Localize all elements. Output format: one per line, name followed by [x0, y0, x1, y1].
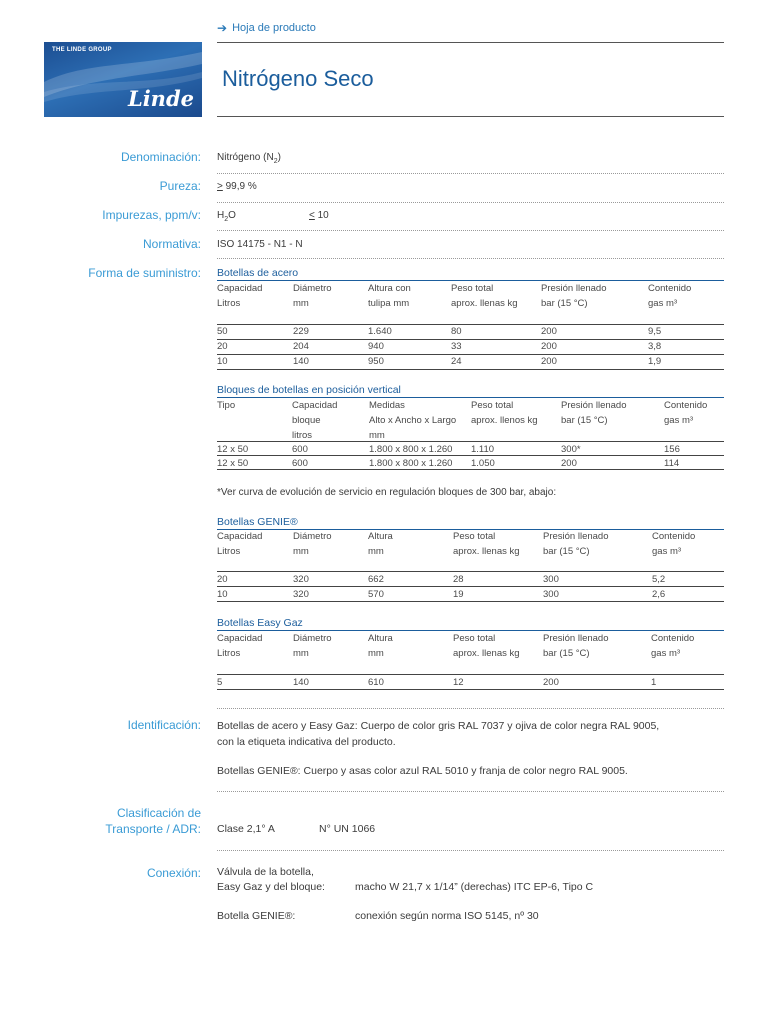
conexion-line1: Válvula de la botella,	[217, 866, 314, 878]
pureza-label: Pureza:	[159, 179, 201, 193]
logo-group-text: THE LINDE GROUP	[52, 47, 112, 53]
acero-table-cell: 200	[541, 326, 557, 337]
genie-table-cell: 20	[217, 574, 228, 585]
bloques-header-cell: Capacidad	[292, 400, 338, 411]
impurezas-value: < 10	[309, 210, 329, 221]
genie-table-header-rule	[217, 529, 724, 530]
genie-table-cell: 10	[217, 589, 228, 600]
easygaz-row-rule	[217, 674, 724, 675]
acero-header-cell: Diámetro	[293, 283, 332, 294]
easygaz-header-cell: Contenido	[651, 633, 695, 644]
acero-table-cell: 80	[451, 326, 462, 337]
acero-table-title: Botellas de acero	[217, 267, 299, 279]
bloques-table-title: Bloques de botellas en posición vertical	[217, 384, 401, 396]
linde-logo	[44, 42, 202, 117]
row-divider	[217, 791, 724, 792]
bloques-table-cell: 114	[664, 458, 680, 469]
acero-table-cell: 20	[217, 341, 228, 352]
row-divider	[217, 258, 724, 259]
bloques-table-cell: 600	[292, 458, 308, 469]
acero-header-cell: Litros	[217, 298, 241, 309]
acero-header-cell: bar (15 °C)	[541, 298, 588, 309]
bloques-table-cell: 1.050	[471, 458, 495, 469]
easygaz-row-rule	[217, 689, 724, 690]
bloques-header-cell: Medidas	[369, 400, 405, 411]
easygaz-table-cell: 610	[368, 677, 384, 688]
acero-row-rule	[217, 324, 724, 325]
bloques-row-rule	[217, 441, 724, 442]
clasificacion-label-1: Clasificación de	[116, 806, 201, 820]
logo-brand-text: Linde	[127, 86, 194, 111]
breadcrumb[interactable]	[217, 21, 316, 35]
bloques-table-cell: 12 x 50	[217, 444, 249, 455]
header-divider	[217, 42, 724, 43]
acero-table-cell: 1,9	[648, 356, 662, 367]
acero-table-cell: 204	[293, 341, 309, 352]
forma-suministro-label: Forma de suministro:	[88, 266, 201, 280]
identificacion-line2: con la etiqueta indicativa del producto.	[217, 736, 396, 748]
acero-table-cell: 140	[293, 356, 309, 367]
acero-table-cell: 33	[451, 341, 462, 352]
acero-table-cell: 50	[217, 326, 228, 337]
row-divider	[217, 173, 724, 174]
bloques-table-cell: 200	[561, 458, 577, 469]
conexion-line2-value: macho W 21,7 x 1/14” (derechas) ITC EP-6, Tipo C	[355, 881, 594, 893]
bloques-header-cell: aprox. llenos kg	[471, 415, 538, 426]
bloques-header-cell: Peso total	[471, 400, 514, 411]
acero-header-cell: Capacidad	[217, 283, 263, 294]
acero-table-cell: 200	[541, 341, 557, 352]
bloques-table-header-rule	[217, 397, 724, 398]
conexion-line3-label: Botella GENIE®:	[217, 910, 296, 922]
genie-header-cell: Diámetro	[293, 531, 332, 542]
row-divider	[217, 708, 724, 709]
bloques-row-rule	[217, 469, 724, 470]
denominacion-value: Nitrógeno $(N_2)$	[217, 152, 281, 165]
acero-header-cell: aprox. llenas kg	[451, 298, 518, 309]
page-title: Nitrógeno Seco	[222, 66, 374, 91]
bloques-table-cell: 1.110	[471, 444, 495, 455]
bloques-table-cell: 300*	[561, 444, 581, 455]
genie-row-rule	[217, 601, 724, 602]
genie-table-cell: 300	[543, 589, 559, 600]
genie-header-cell: bar (15 °C)	[543, 546, 590, 557]
bloques-header-cell: Tipo	[217, 400, 236, 411]
acero-table-cell: 10	[217, 356, 228, 367]
genie-header-cell: Litros	[217, 546, 241, 557]
acero-header-cell: Presión llenado	[541, 283, 607, 294]
acero-row-rule	[217, 339, 724, 340]
genie-table-cell: 5,2	[652, 574, 666, 585]
title-divider	[217, 116, 724, 117]
bloques-note: *Ver curva de evolución de servicio en regulación bloques de 300 bar, abajo:	[217, 487, 557, 498]
genie-header-cell: Presión llenado	[543, 531, 609, 542]
acero-table-cell: 1.640	[368, 326, 392, 337]
acero-header-cell: mm	[293, 298, 309, 309]
bloques-header-cell: bar (15 °C)	[561, 415, 608, 426]
acero-header-cell: Peso total	[451, 283, 494, 294]
acero-row-rule	[217, 354, 724, 355]
breadcrumb-label[interactable]: Hoja de producto	[232, 22, 316, 34]
acero-table-cell: 200	[541, 356, 557, 367]
genie-header-cell: gas m³	[652, 546, 682, 557]
conexion-label: Conexión:	[146, 866, 201, 880]
clasificacion-clase: Clase 2,1° A	[217, 823, 275, 835]
genie-header-cell: mm	[293, 546, 309, 557]
identificacion-line3: Botellas GENIE®: Cuerpo y asas color azul RAL 5010 y franja de color negro RAL 9005.	[217, 765, 628, 777]
genie-row-rule	[217, 586, 724, 587]
genie-header-cell: Peso total	[453, 531, 496, 542]
bloques-header-cell: mm	[369, 430, 385, 441]
acero-header-cell: gas m³	[648, 298, 678, 309]
easygaz-header-cell: Litros	[217, 648, 241, 659]
easygaz-table-title: Botellas Easy Gaz	[217, 617, 303, 629]
normativa-label: Normativa:	[142, 237, 201, 251]
bloques-header-cell: Alto x Ancho x Largo	[369, 415, 457, 426]
easygaz-header-cell: bar (15 °C)	[543, 648, 590, 659]
genie-header-cell: Altura	[368, 531, 393, 542]
easygaz-header-cell: aprox. llenas kg	[453, 648, 520, 659]
acero-header-cell: tulipa mm	[368, 298, 410, 309]
acero-table-cell: 940	[368, 341, 384, 352]
easygaz-header-cell: Diámetro	[293, 633, 332, 644]
genie-row-rule	[217, 571, 724, 572]
easygaz-table-cell: 1	[651, 677, 657, 688]
bloques-table-cell: 600	[292, 444, 308, 455]
conexion-line2-label: Easy Gaz y del bloque:	[217, 881, 325, 893]
genie-header-cell: Capacidad	[217, 531, 263, 542]
acero-table-cell: 3,8	[648, 341, 662, 352]
identificacion-line1: Botellas de acero y Easy Gaz: Cuerpo de color gris RAL 7037 y ojiva de color negra RAL 9005,	[217, 720, 660, 732]
easygaz-header-cell: Capacidad	[217, 633, 263, 644]
genie-table-cell: 570	[368, 589, 384, 600]
easygaz-header-cell: mm	[293, 648, 309, 659]
bloques-header-cell: litros	[292, 430, 313, 441]
acero-header-cell: Contenido	[648, 283, 692, 294]
acero-table-cell: 229	[293, 326, 309, 337]
bloques-table-cell: 12 x 50	[217, 458, 249, 469]
bloques-table-cell: 1.800 x 800 x 1.260	[369, 458, 453, 469]
genie-header-cell: Contenido	[652, 531, 696, 542]
genie-table-cell: 320	[293, 574, 309, 585]
identificacion-label: Identificación:	[127, 718, 201, 732]
bloques-header-cell: Contenido	[664, 400, 708, 411]
easygaz-header-cell: mm	[368, 648, 384, 659]
conexion-line3-value: conexión según norma ISO 5145, nº 30	[355, 910, 539, 922]
genie-table-cell: 300	[543, 574, 559, 585]
denominacion-label: Denominación:	[120, 150, 201, 164]
acero-table-cell: 24	[451, 356, 462, 367]
arrow-right-icon: ➔	[217, 21, 228, 35]
genie-table-cell: 19	[453, 589, 464, 600]
genie-header-cell: mm	[368, 546, 384, 557]
easygaz-header-cell: gas m³	[651, 648, 681, 659]
easygaz-table-cell: 5	[217, 677, 223, 688]
acero-table-cell: 950	[368, 356, 384, 367]
easygaz-header-cell: Presión llenado	[543, 633, 609, 644]
acero-row-rule	[217, 369, 724, 370]
impurezas-name: $H_2O$	[217, 210, 236, 223]
clasificacion-un: N° UN 1066	[319, 823, 376, 835]
genie-table-cell: 320	[293, 589, 309, 600]
easygaz-table-cell: 140	[293, 677, 309, 688]
genie-table-cell: 2,6	[652, 589, 666, 600]
bloques-table-cell: 1.800 x 800 x 1.260	[369, 444, 453, 455]
acero-header-cell: Altura con	[368, 283, 411, 294]
genie-table-title: Botellas GENIE®	[217, 516, 298, 528]
pureza-value: > 99,9 %	[217, 181, 257, 192]
easygaz-table-header-rule	[217, 630, 724, 631]
acero-table-header-rule	[217, 280, 724, 281]
clasificacion-label-2: Transporte / ADR:	[105, 822, 201, 836]
normativa-value: ISO 14175 - N1 - N	[217, 239, 303, 250]
acero-table-cell: 9,5	[648, 326, 662, 337]
bloques-header-cell: bloque	[292, 415, 321, 426]
impurezas-label: Impurezas, ppm/v:	[102, 208, 201, 222]
row-divider	[217, 202, 724, 203]
bloques-header-cell: gas m³	[664, 415, 694, 426]
bloques-header-cell: Presión llenado	[561, 400, 627, 411]
bloques-row-rule	[217, 455, 724, 456]
row-divider	[217, 230, 724, 231]
easygaz-table-cell: 12	[453, 677, 464, 688]
easygaz-header-cell: Peso total	[453, 633, 496, 644]
genie-table-cell: 662	[368, 574, 384, 585]
bloques-table-cell: 156	[664, 444, 680, 455]
genie-header-cell: aprox. llenas kg	[453, 546, 520, 557]
easygaz-table-cell: 200	[543, 677, 559, 688]
row-divider	[217, 850, 724, 851]
genie-table-cell: 28	[453, 574, 464, 585]
easygaz-header-cell: Altura	[368, 633, 393, 644]
